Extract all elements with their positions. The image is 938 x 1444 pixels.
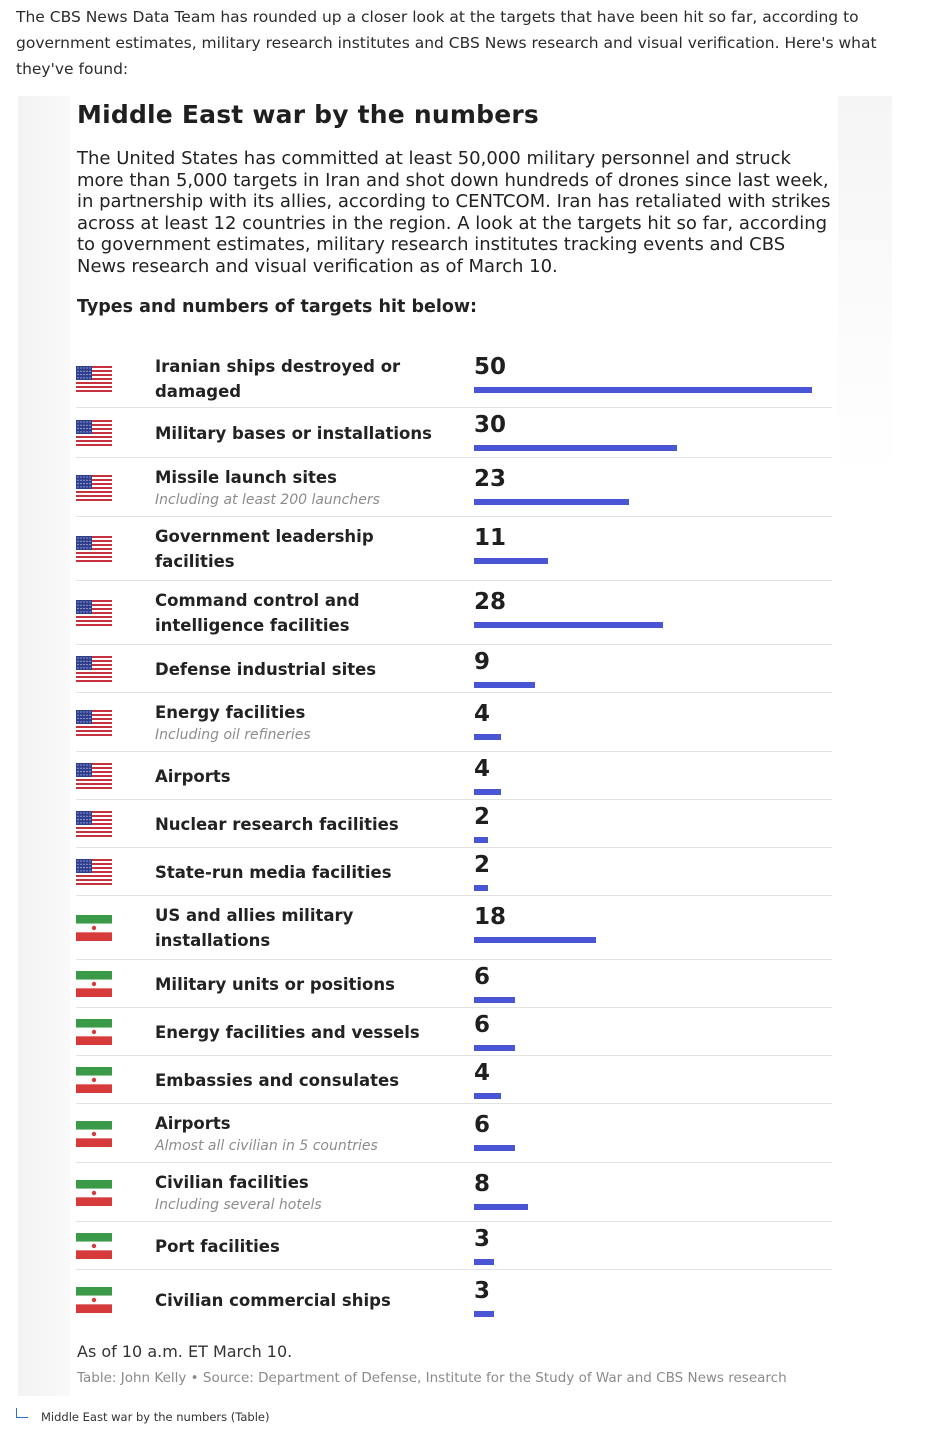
table-row (76, 1056, 832, 1104)
row-label-group (155, 764, 455, 789)
row-label-group (155, 588, 455, 638)
table-row (76, 517, 832, 581)
row-value: 4 (474, 756, 491, 782)
row-label-group (155, 524, 455, 574)
table-row (76, 350, 832, 408)
row-label-group (155, 700, 455, 745)
iran-flag-icon (76, 1067, 112, 1093)
row-value: 9 (474, 649, 491, 675)
row-label-group (155, 465, 455, 510)
row-label: Civilian facilities (155, 1173, 309, 1192)
row-label: Energy facilities and vessels (155, 1023, 420, 1042)
row-label-group (155, 1288, 455, 1313)
value-bar (474, 682, 535, 688)
row-value: 6 (474, 1012, 491, 1038)
us-flag-icon (76, 536, 112, 562)
table-row (76, 960, 832, 1008)
row-note: Including oil refineries (155, 727, 311, 743)
table-row (76, 458, 832, 517)
us-flag-icon (76, 656, 112, 682)
value-bar (474, 387, 812, 393)
us-flag-icon (76, 475, 112, 501)
iran-flag-icon (76, 915, 112, 941)
row-label: Airports (155, 767, 231, 786)
us-flag-icon (76, 600, 112, 626)
row-label-group (155, 354, 455, 404)
caption-corner-icon (16, 1408, 28, 1418)
row-note: Including several hotels (155, 1197, 322, 1213)
table-row (76, 896, 832, 960)
row-label: Defense industrial sites (155, 660, 377, 679)
table-row (76, 1104, 832, 1163)
row-label: Military units or positions (155, 975, 395, 994)
row-label: Embassies and consulates (155, 1071, 400, 1090)
value-bar (474, 789, 501, 795)
row-label: Iranian ships destroyed or damaged (155, 357, 401, 401)
row-label-group (155, 1068, 455, 1093)
row-label: US and allies military installations (155, 906, 354, 950)
caption-text: Middle East war by the numbers (Table) (41, 1410, 270, 1424)
row-value: 8 (474, 1171, 491, 1197)
row-label: Missile launch sites (155, 468, 337, 487)
row-value: 3 (474, 1226, 491, 1252)
value-bar (474, 445, 677, 451)
row-label-group (155, 1170, 455, 1215)
row-label-group (155, 903, 455, 953)
table-row (76, 693, 832, 752)
row-value: 3 (474, 1278, 491, 1304)
value-bar (474, 1093, 501, 1099)
value-bar (474, 1204, 528, 1210)
row-note: Including at least 200 launchers (155, 492, 380, 508)
us-flag-icon (76, 811, 112, 837)
value-bar (474, 885, 488, 891)
row-label-group (155, 1111, 455, 1156)
chart-title: Middle East war by the numbers (77, 100, 539, 129)
us-flag-icon (76, 763, 112, 789)
value-bar (474, 734, 501, 740)
table-row (76, 752, 832, 800)
row-label: Port facilities (155, 1237, 280, 1256)
row-label: Government leadership facilities (155, 527, 374, 571)
chart-credits: Table: John Kelly • Source: Department of Defense, Institute for the Study of War and CBS News research (77, 1370, 787, 1386)
us-flag-icon (76, 710, 112, 736)
iran-flag-icon (76, 1287, 112, 1313)
row-label: State-run media facilities (155, 863, 392, 882)
table-row (76, 848, 832, 896)
value-bar (474, 558, 548, 564)
row-value: 28 (474, 589, 507, 615)
iran-flag-icon (76, 1180, 112, 1206)
row-value: 23 (474, 466, 507, 492)
table-row (76, 581, 832, 645)
row-value: 6 (474, 964, 491, 990)
value-bar (474, 1145, 515, 1151)
chart-subtitle: The United States has committed at least 50,000 military personnel and struck more than 5,000 targets in Iran and shot down hundreds of drones since last week, in partnership with its allies, according to CENTCOM. Iran has retaliated with strikes across at least 12 countries in the region. A look at the targets hit so far, according to government estimates, military research institutes tracking events and CBS News research and visual verification as of March 10. (77, 148, 831, 277)
table-row (76, 1008, 832, 1056)
table-row (76, 645, 832, 693)
row-value: 2 (474, 804, 491, 830)
us-flag-icon (76, 859, 112, 885)
table-row (76, 1163, 832, 1222)
iran-flag-icon (76, 1019, 112, 1045)
section-label: Types and numbers of targets hit below: (77, 297, 478, 317)
table-caption[interactable] (16, 1406, 416, 1428)
row-value: 6 (474, 1112, 491, 1138)
row-value: 50 (474, 354, 507, 380)
row-label: Airports (155, 1114, 231, 1133)
row-value: 4 (474, 701, 491, 727)
iran-flag-icon (76, 1121, 112, 1147)
row-label-group (155, 860, 455, 885)
row-label-group (155, 1020, 455, 1045)
row-label-group (155, 1234, 455, 1259)
row-label-group (155, 657, 455, 682)
iran-flag-icon (76, 971, 112, 997)
value-bar (474, 997, 515, 1003)
row-label: Energy facilities (155, 703, 306, 722)
value-bar (474, 837, 488, 843)
row-label-group (155, 812, 455, 837)
value-bar (474, 937, 596, 943)
row-value: 11 (474, 525, 507, 551)
row-value: 18 (474, 904, 507, 930)
table-row (76, 1270, 832, 1330)
us-flag-icon (76, 420, 112, 446)
row-value: 4 (474, 1060, 491, 1086)
row-value: 2 (474, 852, 491, 878)
value-bar (474, 1311, 494, 1317)
row-label: Nuclear research facilities (155, 815, 399, 834)
intro-paragraph: The CBS News Data Team has rounded up a closer look at the targets that have been hit so far, according to government estimates, military research institutes and CBS News research and visual verification. Here's what they've found: (16, 8, 877, 78)
value-bar (474, 499, 629, 505)
iran-flag-icon (76, 1233, 112, 1259)
us-flag-icon (76, 366, 112, 392)
chart-footnote: As of 10 a.m. ET March 10. (77, 1342, 293, 1361)
row-value: 30 (474, 412, 507, 438)
table-row (76, 800, 832, 848)
row-label: Military bases or installations (155, 424, 432, 443)
row-label: Command control and intelligence facilities (155, 591, 360, 635)
row-label-group (155, 972, 455, 997)
value-bar (474, 1045, 515, 1051)
row-label-group (155, 421, 455, 446)
row-note: Almost all civilian in 5 countries (155, 1138, 378, 1154)
row-label: Civilian commercial ships (155, 1291, 391, 1310)
value-bar (474, 1259, 494, 1265)
value-bar (474, 622, 663, 628)
table-row (76, 408, 832, 458)
table-row (76, 1222, 832, 1270)
